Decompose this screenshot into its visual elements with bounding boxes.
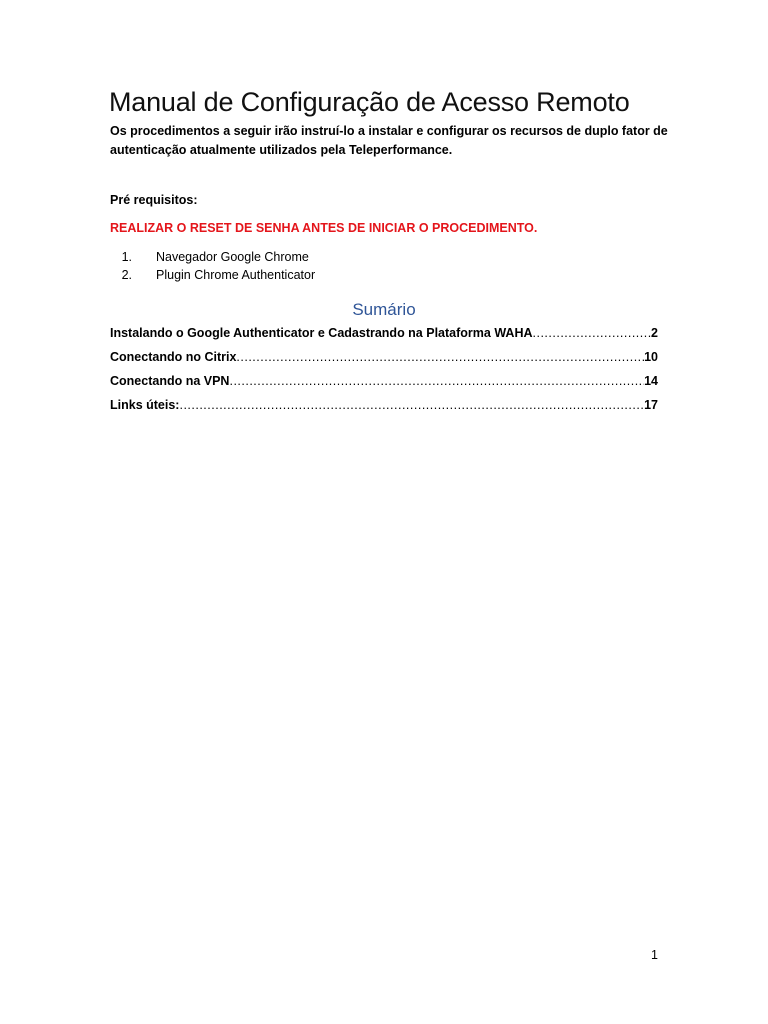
document-title: Manual de Configuração de Acesso Remoto: [109, 87, 630, 117]
toc-entry-page[interactable]: 2: [651, 326, 658, 340]
toc-entry-citrix[interactable]: [110, 348, 658, 372]
toc-entry-label[interactable]: Conectando no Citrix: [110, 350, 237, 364]
requirement-item: [110, 248, 315, 266]
toc-entry-label[interactable]: Instalando o Google Authenticator e Cadastrando na Plataforma WAHA: [110, 326, 533, 340]
requirement-item: [110, 266, 315, 284]
table-of-contents: [110, 324, 658, 420]
toc-heading: Sumário: [352, 300, 416, 319]
toc-entry-google-authenticator[interactable]: [110, 324, 658, 348]
prerequisites-label: Pré requisitos:: [110, 193, 198, 207]
intro-paragraph: Os procedimentos a seguir irão instruí-lo a instalar e configurar os recursos de duplo fator de autenticação atualmente utilizados pela Teleperformance.: [110, 124, 668, 157]
requirement-text: Navegador Google Chrome: [156, 250, 309, 264]
toc-entry-page[interactable]: 17: [644, 398, 658, 412]
requirement-number: 1.: [121, 250, 132, 264]
reset-password-warning: REALIZAR O RESET DE SENHA ANTES DE INICIAR O PROCEDIMENTO.: [110, 221, 538, 235]
toc-entry-page[interactable]: 14: [644, 374, 658, 388]
page-number: 1: [651, 948, 658, 962]
toc-leader-dots: [229, 372, 644, 390]
toc-entry-label[interactable]: Conectando na VPN: [110, 374, 230, 388]
requirement-number: 2.: [121, 268, 132, 282]
toc-leader-dots: [236, 348, 644, 366]
toc-entry-links[interactable]: [110, 396, 658, 420]
toc-leader-dots: [533, 324, 652, 342]
toc-entry-vpn[interactable]: [110, 372, 658, 396]
toc-entry-label[interactable]: Links úteis:: [110, 398, 180, 412]
toc-entry-page[interactable]: 10: [644, 350, 658, 364]
requirement-text: Plugin Chrome Authenticator: [156, 268, 316, 282]
requirements-list: [110, 248, 315, 284]
toc-leader-dots: [179, 396, 644, 414]
